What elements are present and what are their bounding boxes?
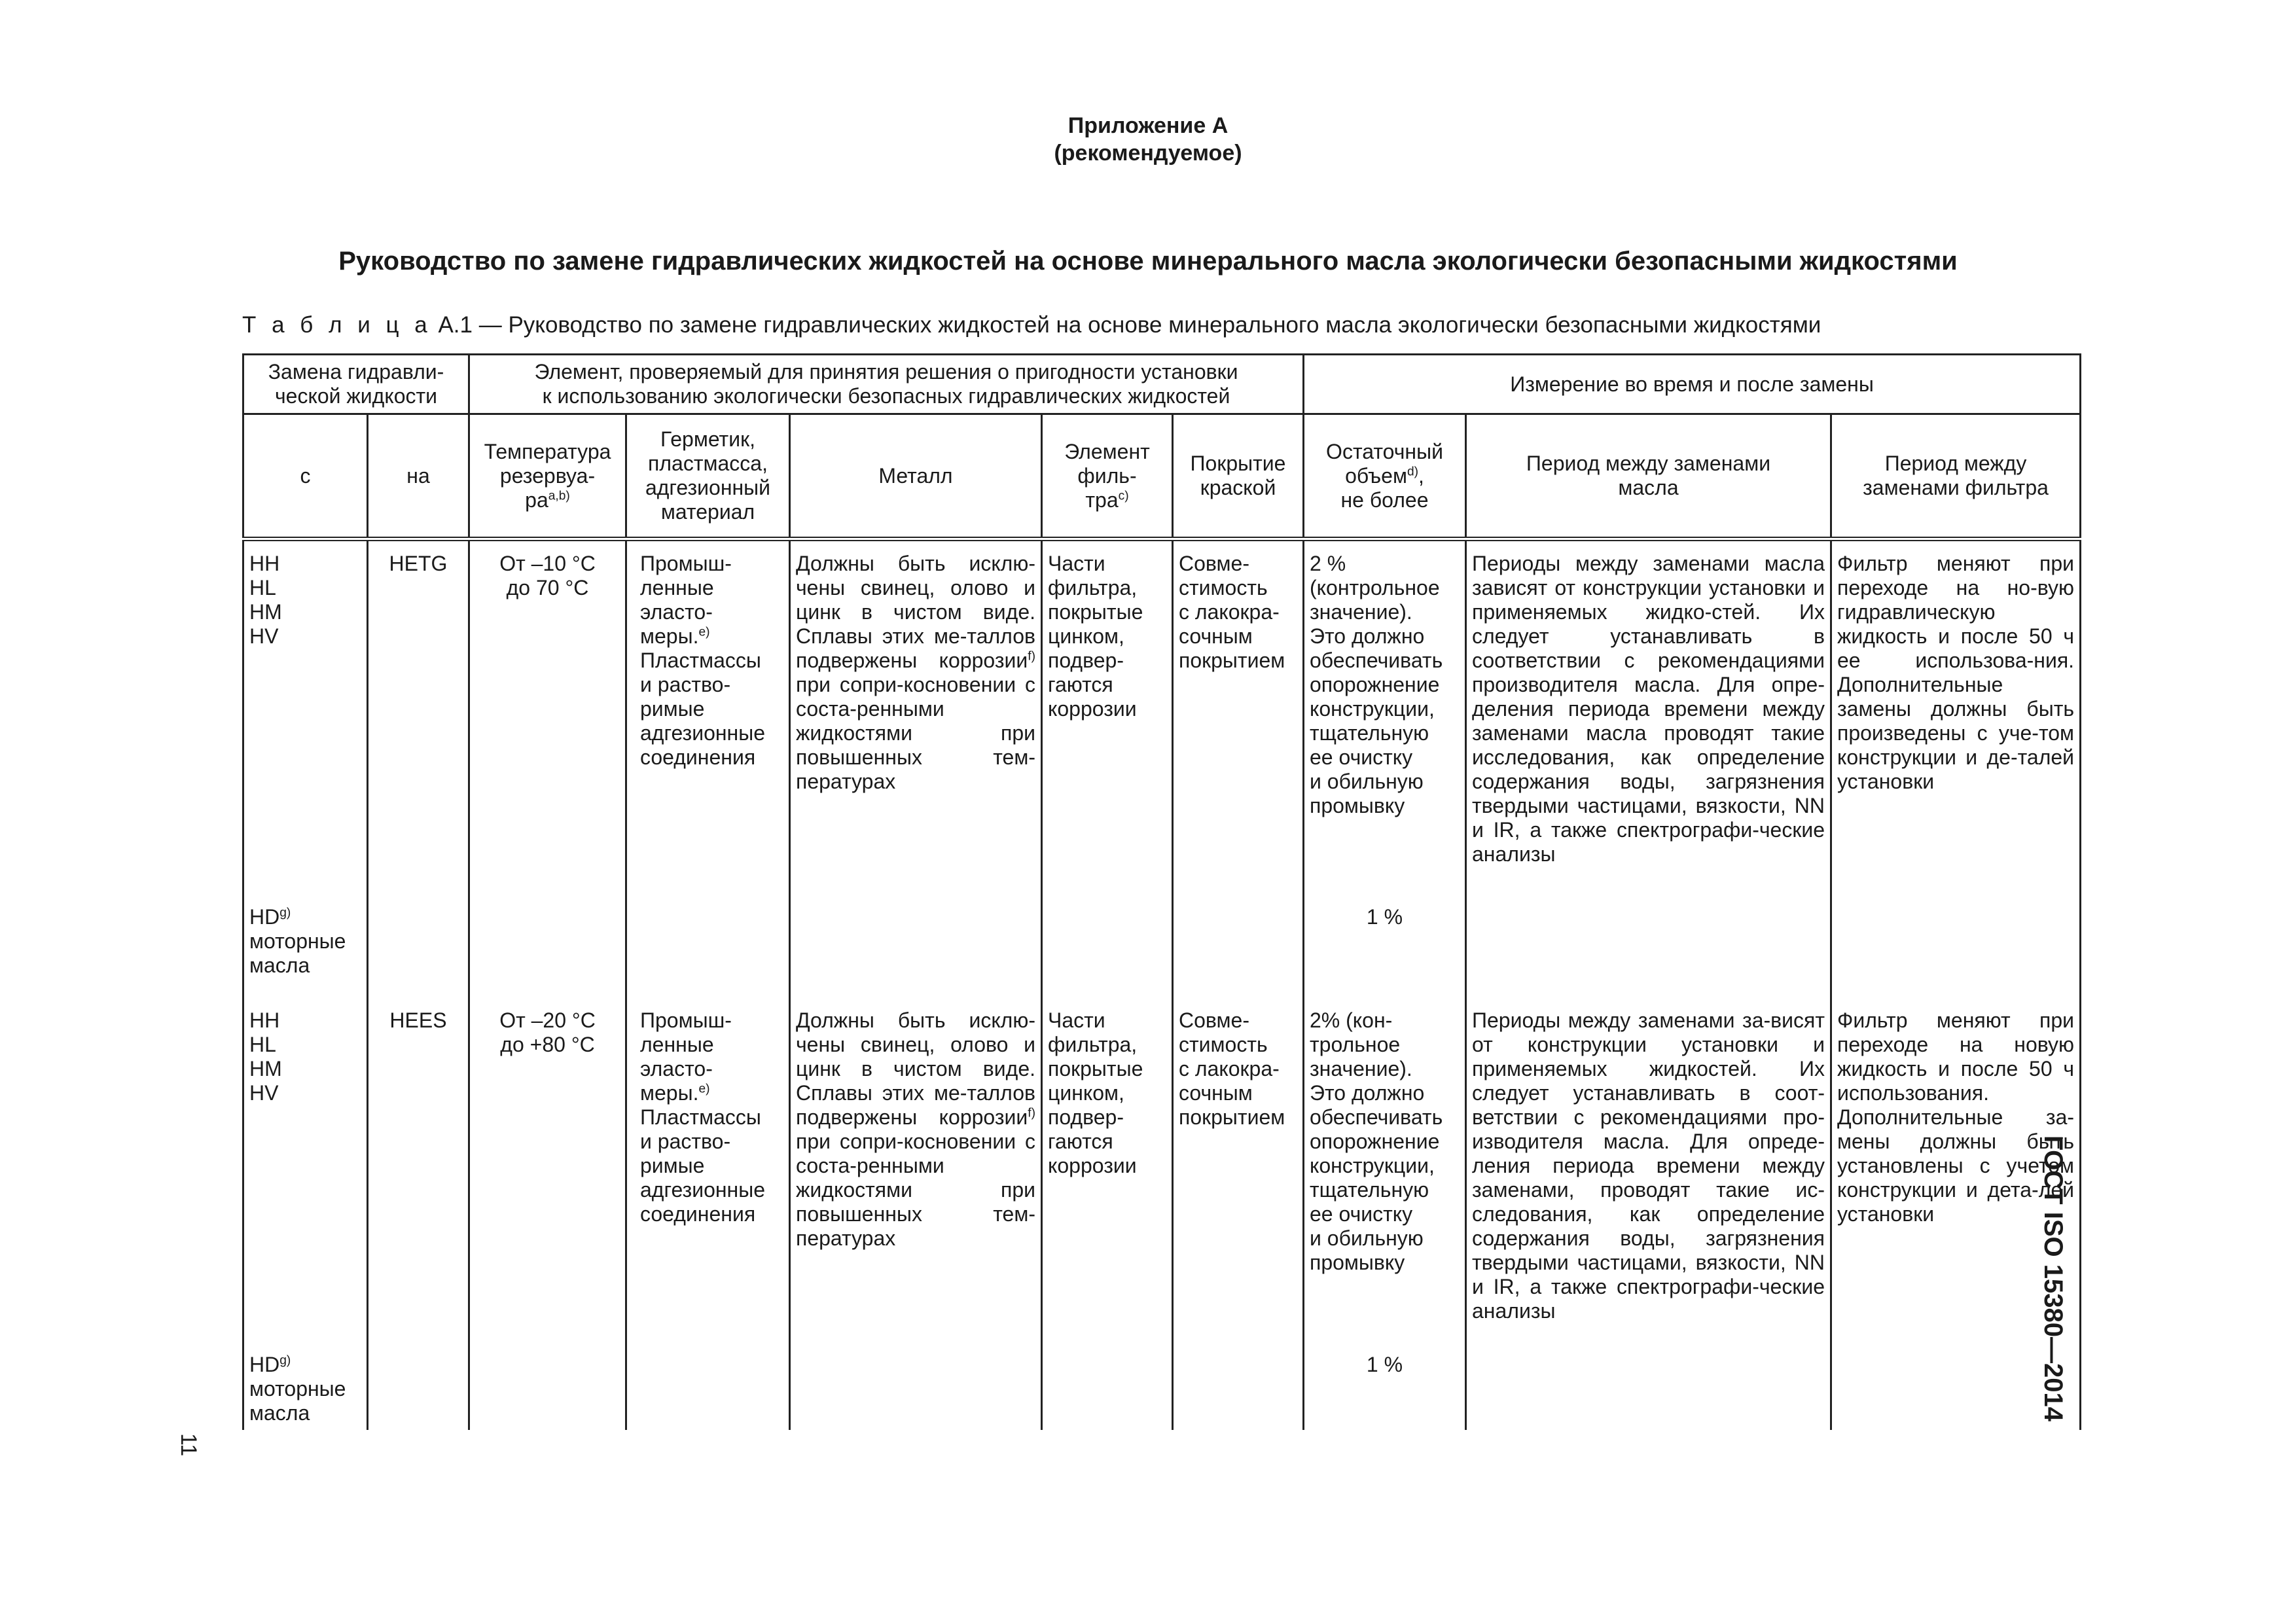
cell-from-sub-text: HD	[249, 1353, 280, 1376]
cell-sealant-text: Промыш- ленные эласто- меры.	[640, 1008, 732, 1105]
header-temperature	[469, 414, 626, 539]
cell-sealant-footnote: e)	[698, 625, 710, 639]
cell-oil-period: Периоды между заменами за-висят от конструкции установки и применяемых жидкостей. Их следует устанавливать в соот-ветствии с рекомендациями про-изводителя масла. Для опреде-ления периода времени между заменами, проводят такие ис-следования, как определение содержания воды, загрязнения твердыми частицами, вязкости, NN и IR, а также спектрографи-ческие анализы	[1466, 998, 1831, 1353]
header-filter-footnote: c)	[1118, 488, 1129, 503]
header-residual-footnote: d)	[1407, 464, 1419, 478]
header-coating: Покрытие краской	[1173, 414, 1304, 539]
cell-filter-period: Фильтр меняют при переходе на но-вую гидравлическую жидкость и после 50 ч ее использова-ния. Дополнительные замены должны быть произведены с уче-том конструкции и де-талей установки	[1831, 539, 2081, 906]
table-row	[243, 905, 2081, 998]
header-residual-text: Остаточный объем	[1326, 439, 1443, 488]
cell-sealant	[626, 539, 790, 906]
table-row	[243, 1353, 2081, 1430]
header-metal: Металл	[790, 414, 1042, 539]
table-row	[243, 539, 2081, 906]
cell-from-sub	[243, 905, 368, 998]
header-group-measurement: Измерение во время и после замены	[1304, 355, 2081, 414]
cell-from-sub-text: HD	[249, 905, 280, 929]
header-group-element: Элемент, проверяемый для принятия решения о пригодности установки к использованию экологически безопасных гидравлических жидкостей	[469, 355, 1304, 414]
cell-empty	[626, 905, 790, 998]
cell-oil-period: Периоды между заменами масла зависят от конструкции установки и применяемых жидко-стей. Их следует устанавливать в соответствии с рекомендациями производителя масла. Для опре-деления периода времени между заменами масла проводят такие исследования, как определение содержания воды, загрязнения твердыми частицами, вязкости, NN и IR, а также спектрографи-ческие анализы	[1466, 539, 1831, 906]
cell-from-sub-rest: моторные масла	[249, 1377, 346, 1425]
cell-residual: 2 % (контрольное значение). Это должно обеспечивать опорожнение конструкции, тщательную ее очистку и обильную промывку	[1304, 539, 1466, 906]
cell-filter: Части фильтра, покрытые цинком, подвер- гаются коррозии	[1042, 998, 1173, 1353]
cell-temperature: От –10 °С до 70 °С	[469, 539, 626, 906]
header-filter-text: Элемент филь- тра	[1064, 439, 1150, 512]
header-residual	[1304, 414, 1466, 539]
document-code: ГОСТ ISO 15380—2014	[2039, 1135, 2068, 1421]
cell-metal-footnote: f)	[1028, 649, 1035, 664]
cell-empty	[1466, 905, 1831, 998]
cell-empty	[368, 905, 469, 998]
cell-filter-period: Фильтр меняют при переходе на новую жидкость и после 50 ч использования. Дополнительные за-мены должны быть установлены с учетом конструкции и дета-лей установки	[1831, 998, 2081, 1353]
annex-subtitle: (рекомендуемое)	[1054, 141, 1242, 166]
header-temperature-text: Температура резервуа- ра	[484, 439, 611, 512]
cell-metal	[790, 998, 1042, 1353]
cell-sealant-footnote: e)	[698, 1082, 710, 1096]
cell-from-sub-footnote: g)	[279, 906, 291, 920]
header-group-replacement: Замена гидравли- ческой жидкости	[243, 355, 469, 414]
cell-filter: Части фильтра, покрытые цинком, подвер- гаются коррозии	[1042, 539, 1173, 906]
cell-from-sub-rest: моторные масла	[249, 929, 346, 977]
cell-sealant-rest: Пластмассы и раство- римые адгезионные соединения	[640, 649, 766, 769]
cell-empty	[626, 1353, 790, 1430]
cell-metal-rest: при сопри-косновении с соста-ренными жидкостями при повышенных тем-пературах	[796, 673, 1035, 793]
cell-empty	[368, 1353, 469, 1430]
header-to: на	[368, 414, 469, 539]
header-filter-period: Период между заменами фильтра	[1831, 414, 2081, 539]
cell-empty	[1173, 905, 1304, 998]
replacement-guide-table	[242, 353, 2081, 1430]
header-residual-tail: , не более	[1340, 463, 1429, 512]
table-caption	[242, 312, 2166, 339]
table-caption-text: А.1 — Руководство по замене гидравлических жидкостей на основе минерального масла экологически безопасными жидкостями	[431, 312, 1821, 338]
cell-empty	[1042, 1353, 1173, 1430]
cell-empty	[1831, 905, 2081, 998]
cell-metal-rest: при сопри-косновении с соста-ренными жидкостями при повышенных тем-пературах	[796, 1130, 1035, 1250]
cell-from: HH HL HM HV	[243, 998, 368, 1353]
cell-to: HEES	[368, 998, 469, 1353]
cell-sealant-rest: Пластмассы и раство- римые адгезионные соединения	[640, 1105, 766, 1226]
cell-empty	[469, 1353, 626, 1430]
cell-residual-sub: 1 %	[1304, 1353, 1466, 1430]
cell-from-sub	[243, 1353, 368, 1430]
cell-from-sub-footnote: g)	[279, 1353, 291, 1368]
cell-coating: Совме- стимость с лакокра- сочным покрытием	[1173, 998, 1304, 1353]
header-from: с	[243, 414, 368, 539]
cell-metal-text: Должны быть исклю-чены свинец, олово и цинк в чистом виде. Сплавы этих ме-таллов подвержены коррозии	[796, 552, 1035, 672]
annex-title: Приложение А	[1067, 113, 1229, 138]
cell-empty	[1042, 905, 1173, 998]
cell-from: HH HL HM HV	[243, 539, 368, 906]
cell-metal-text: Должны быть исклю-чены свинец, олово и цинк в чистом виде. Сплавы этих ме-таллов подвержены коррозии	[796, 1008, 1035, 1129]
header-sealant: Герметик, пластмасса, адгезионный материал	[626, 414, 790, 539]
cell-sealant-text: Промыш- ленные эласто- меры.	[640, 552, 732, 648]
table-caption-label: Т а б л и ц а	[242, 312, 432, 338]
cell-residual-sub: 1 %	[1304, 905, 1466, 998]
page-number: 11	[176, 1433, 201, 1457]
header-oil-period: Период между заменами масла	[1466, 414, 1831, 539]
cell-coating: Совме- стимость с лакокра- сочным покрытием	[1173, 539, 1304, 906]
page-title: Руководство по замене гидравлических жидкостей на основе минерального масла экологически безопасными жидкостями	[338, 247, 1958, 276]
cell-metal	[790, 539, 1042, 906]
cell-to: HETG	[368, 539, 469, 906]
cell-empty	[790, 1353, 1042, 1430]
cell-sealant	[626, 998, 790, 1353]
header-temperature-footnote: a,b)	[548, 488, 570, 503]
cell-temperature: От –20 °С до +80 °С	[469, 998, 626, 1353]
cell-empty	[469, 905, 626, 998]
cell-metal-footnote: f)	[1028, 1106, 1035, 1120]
header-filter	[1042, 414, 1173, 539]
cell-empty	[790, 905, 1042, 998]
table-row	[243, 998, 2081, 1353]
cell-empty	[1173, 1353, 1304, 1430]
cell-empty	[1466, 1353, 1831, 1430]
cell-residual: 2% (кон- трольное значение). Это должно обеспечивать опорожнение конструкции, тщательную ее очистку и обильную промывку	[1304, 998, 1466, 1353]
